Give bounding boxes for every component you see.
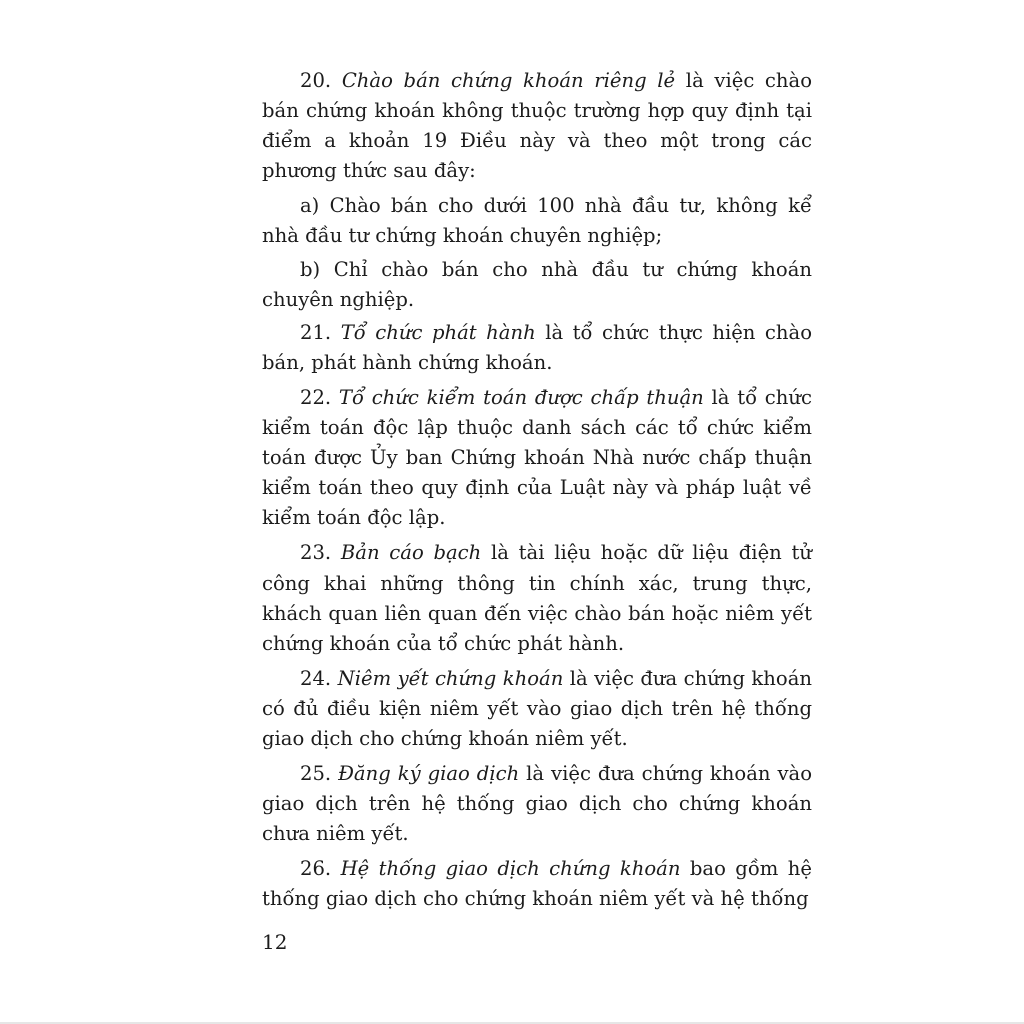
definition-text: là tổ chức kiểm toán độc lập thuộc danh sách các tổ chức kiểm toán được Ủy ban Chứng khoán Nhà nước chấp thuận kiểm toán theo quy định của Luật này và pháp luật về kiểm toán độc lập. [262, 385, 812, 530]
item-number: 24. [300, 666, 332, 690]
defined-term: Tổ chức phát hành [340, 320, 536, 344]
item-number: 26. [300, 857, 332, 881]
defined-term: Chào bán chứng khoán riêng lẻ [341, 69, 676, 92]
paragraph-22 [262, 383, 812, 533]
item-number: 25. [300, 762, 332, 786]
definition-text: là tổ chức thực hiện chào bán, phát hành chứng khoán. [262, 320, 812, 374]
defined-term: Tổ chức kiểm toán được chấp thuận [338, 385, 704, 409]
defined-term: Niêm yết chứng khoán [337, 666, 564, 690]
item-number: 22. [300, 385, 332, 409]
defined-term: Đăng ký giao dịch [338, 762, 520, 786]
definition-text: là việc đưa chứng khoán có đủ điều kiện niêm yết vào giao dịch trên hệ thống giao dịch cho chứng khoán niêm yết. [262, 666, 812, 750]
page-body [262, 66, 812, 920]
page-number: 12 [262, 930, 288, 954]
definition-text: là việc chào bán chứng khoán không thuộc trường hợp quy định tại điểm a khoản 19 Điều này và theo một trong các phương thức sau đây: [262, 69, 812, 183]
paragraph-20 [262, 66, 812, 186]
paragraph-25 [262, 759, 812, 849]
paragraph-23 [262, 538, 812, 658]
list-item-text: a) Chào bán cho dưới 100 nhà đầu tư, không kể nhà đầu tư chứng khoán chuyên nghiệp; [262, 194, 812, 248]
paragraph-21 [262, 318, 812, 378]
definition-text: là tài liệu hoặc dữ liệu điện tử công khai những thông tin chính xác, trung thực, khách quan liên quan đến việc chào bán hoặc niêm yết chứng khoán của tổ chức phát hành. [262, 541, 812, 655]
list-item-text: b) Chỉ chào bán cho nhà đầu tư chứng khoán chuyên nghiệp. [262, 257, 812, 311]
list-item-b [262, 255, 812, 315]
defined-term: Hệ thống giao dịch chứng khoán [340, 857, 681, 881]
item-number: 23. [300, 541, 332, 565]
defined-term: Bản cáo bạch [340, 541, 482, 565]
definition-text: là việc đưa chứng khoán vào giao dịch trên hệ thống giao dịch cho chứng khoán chưa niêm yết. [262, 762, 812, 846]
paragraph-24 [262, 664, 812, 754]
definition-text: bao gồm hệ thống giao dịch cho chứng khoán niêm yết và hệ thống [262, 857, 812, 911]
list-item-a [262, 191, 812, 251]
paragraph-26 [262, 854, 812, 914]
item-number: 20. [300, 69, 332, 92]
item-number: 21. [300, 320, 332, 344]
